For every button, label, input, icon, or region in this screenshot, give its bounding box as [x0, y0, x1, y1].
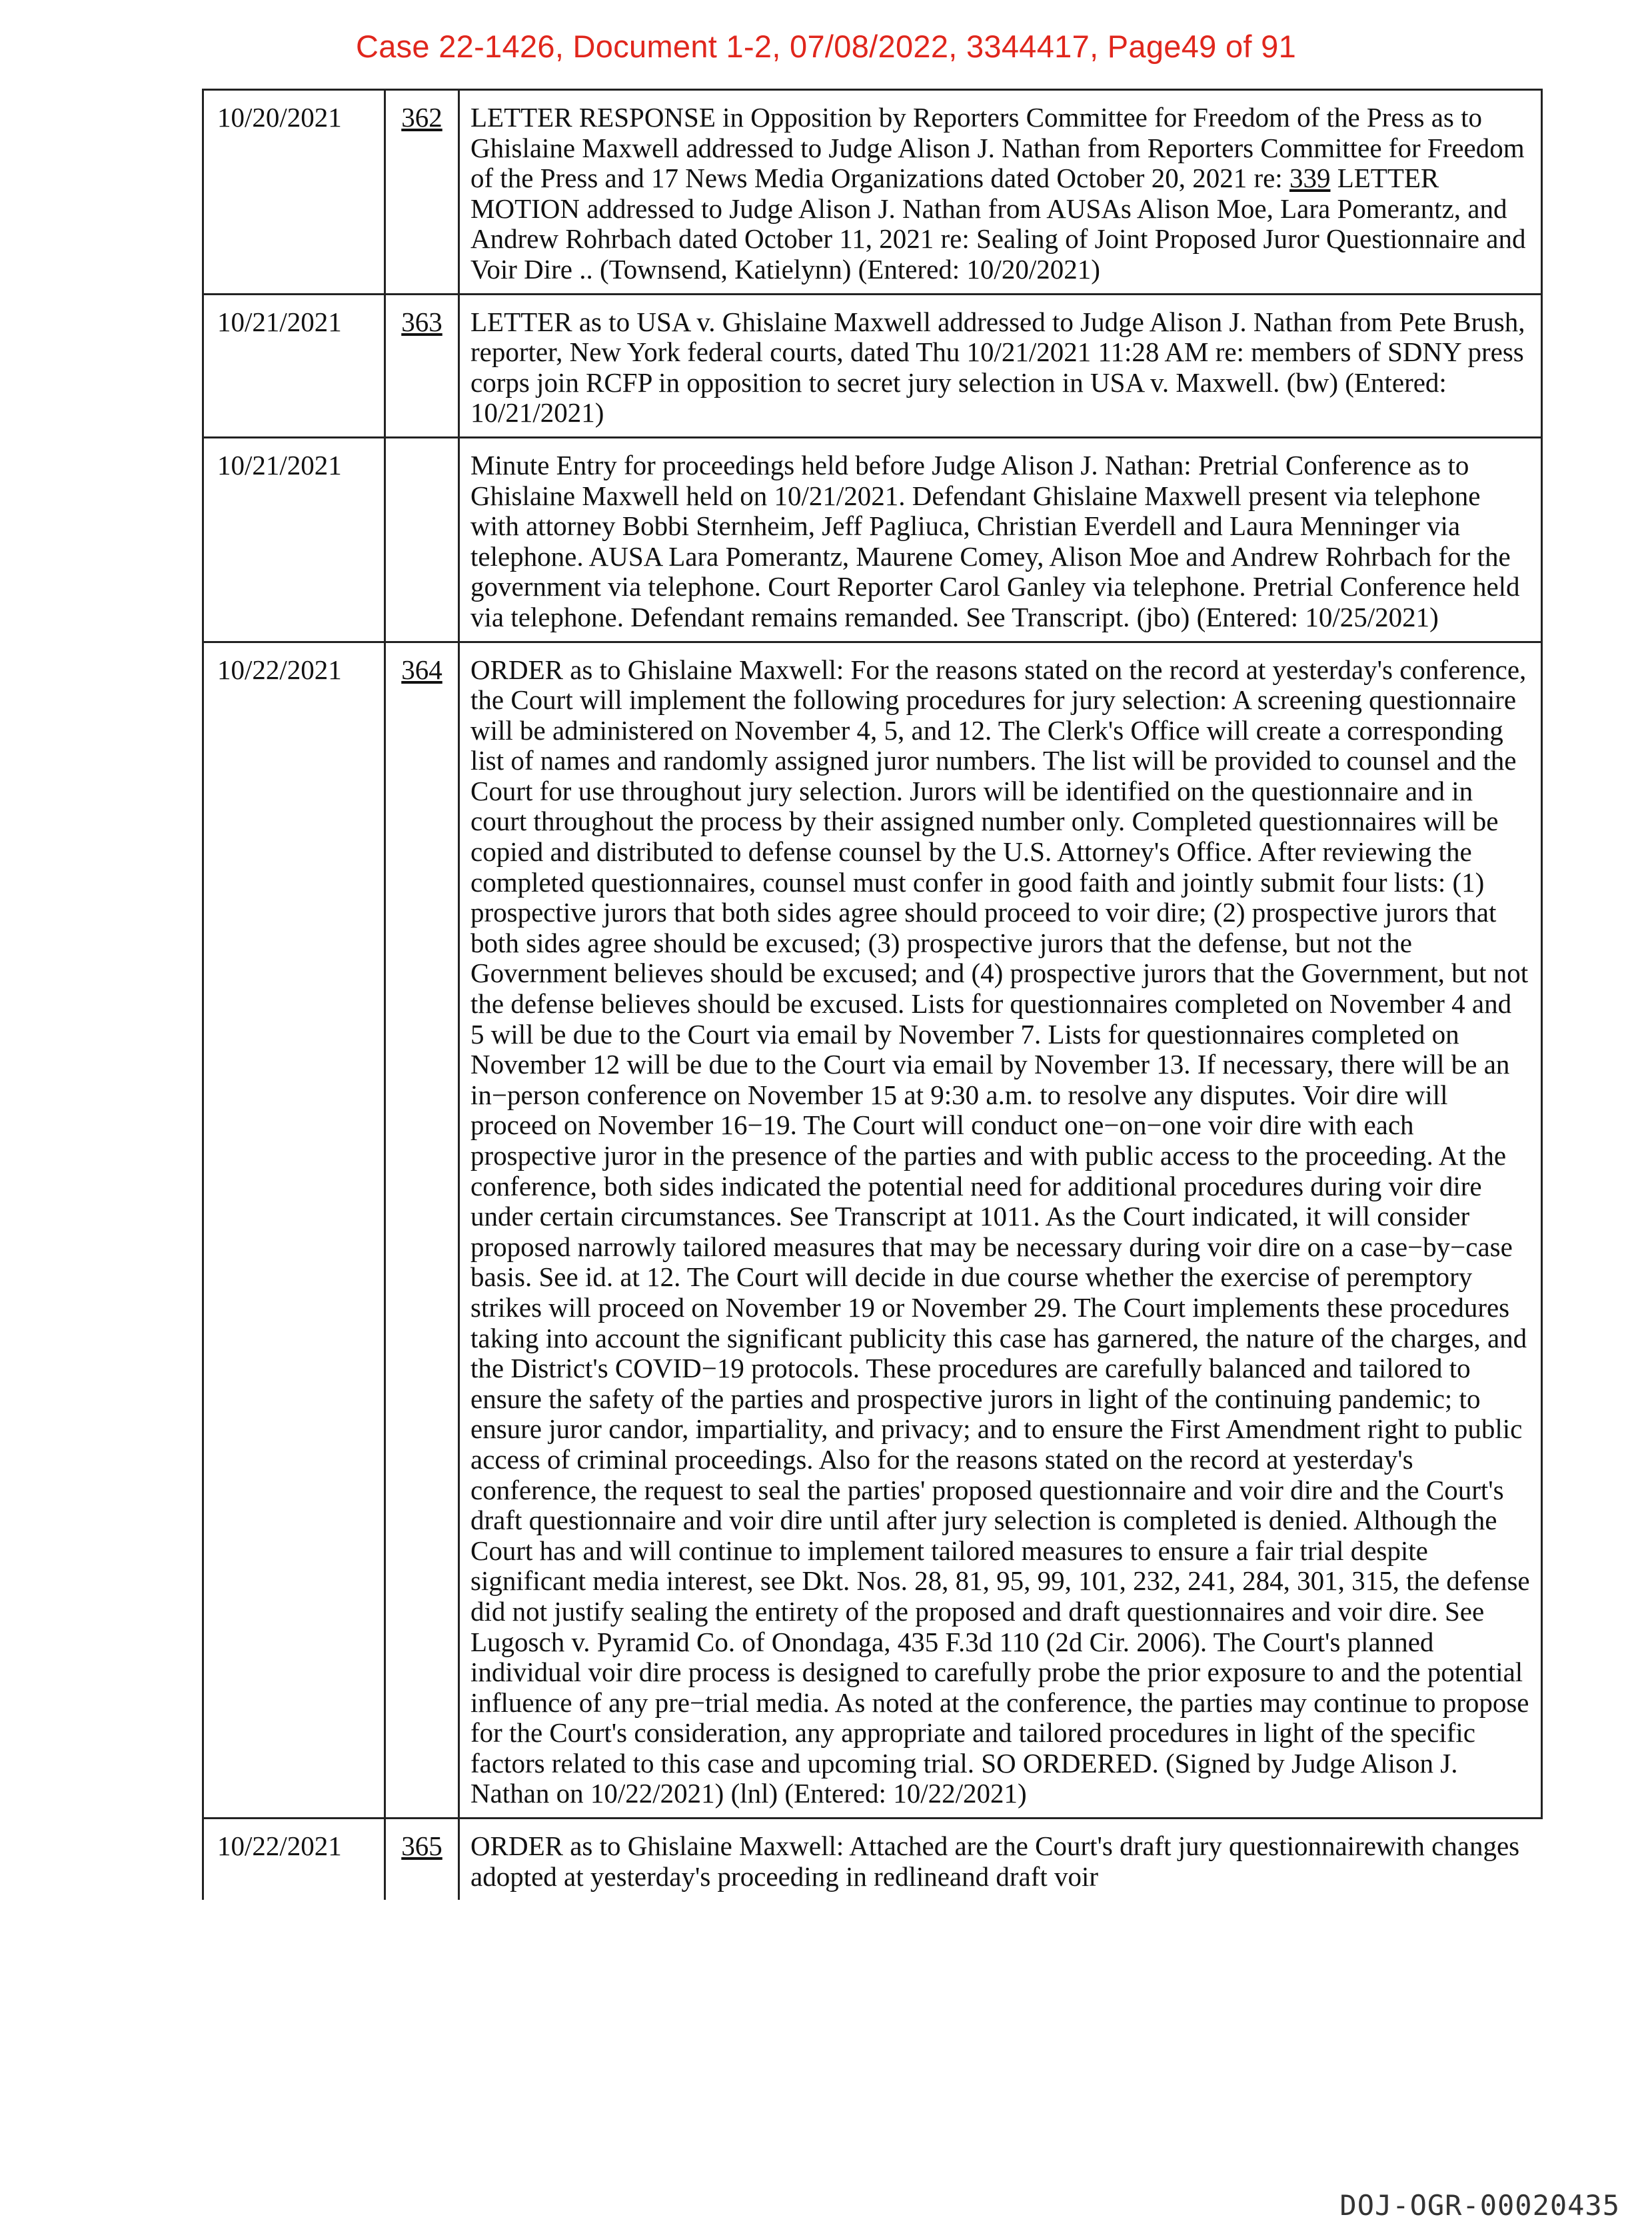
entry-date: 10/22/2021	[203, 642, 385, 1819]
referenced-document-link[interactable]: 339	[1289, 163, 1331, 194]
docket-entry	[203, 1819, 1542, 1900]
entry-date: 10/21/2021	[203, 437, 385, 642]
entry-text	[459, 294, 1542, 437]
bates-number: DOJ-OGR-00020435	[1339, 2189, 1620, 2222]
entry-text-segment: Minute Entry for proceedings held before Judge Alison J. Nathan: Pretrial Conference as to Ghislaine Maxwell held on 10/21/2021. Defendant Ghislaine Maxwell present via telephone with attorney Bobbi Sternheim, Jeff Pagliuca, Christian Everdell and Laura Menninger via telephone. AUSA Lara Pomerantz, Maurene Comey, Alison Moe and Andrew Rohrbach for the government via telephone. Court Reporter Carol Ganley via telephone. Pretrial Conference held via telephone. Defendant remains remanded. See Transcript. (jbo) (Entered: 10/25/2021)	[470, 449, 1520, 632]
docket-table	[202, 89, 1543, 1900]
entry-text	[459, 642, 1542, 1819]
entry-number-cell	[385, 642, 459, 1819]
entry-date: 10/20/2021	[203, 90, 385, 295]
entry-number-link[interactable]: 364	[401, 654, 442, 685]
entry-text	[459, 437, 1542, 642]
entry-number-cell	[385, 1819, 459, 1900]
case-header: Case 22-1426, Document 1-2, 07/08/2022, 3344417, Page49 of 91	[355, 29, 1297, 64]
entry-number-link[interactable]: 362	[401, 102, 442, 133]
entry-text-segment: LETTER MOTION addressed to Judge Alison J. Nathan from AUSAs Alison Moe, Lara Pomerantz, and Andrew Rohrbach dated October 11, 2021 re: Sealing of Joint Proposed Juror Questionnaire and Voir Dire .. (Townsend, Katielynn) (Entered: 10/20/2021)	[470, 163, 1526, 285]
entry-number-cell	[385, 437, 459, 642]
entry-date: 10/22/2021	[203, 1819, 385, 1900]
entry-number-link[interactable]: 363	[401, 306, 442, 337]
entry-number-cell	[385, 90, 459, 295]
entry-text-segment: LETTER as to USA v. Ghislaine Maxwell addressed to Judge Alison J. Nathan from Pete Brush, reporter, New York federal courts, dated Thu 10/21/2021 11:28 AM re: members of SDNY press corps join RCFP in opposition to secret jury selection in USA v. Maxwell. (bw) (Entered: 10/21/2021)	[470, 306, 1525, 428]
entry-text	[459, 90, 1542, 295]
docket-entry	[203, 437, 1542, 642]
page-bottom-cut	[202, 2098, 1548, 2138]
entry-date: 10/21/2021	[203, 294, 385, 437]
docket-entry	[203, 642, 1542, 1819]
entry-text-segment: ORDER as to Ghislaine Maxwell: For the reasons stated on the record at yesterday's conference, the Court will implement the following procedures for jury selection: A screening questionnaire will be administered on November 4, 5, and 12. The Clerk's Office will create a corresponding list of names and randomly assigned juror numbers. The list will be provided to counsel and the Court for use throughout jury selection. Jurors will be identified on the questionnaire and in court throughout the process by their assigned number only. Completed questionnaires will be copied and distributed to defense counsel by the U.S. Attorney's Office. After reviewing the completed questionnaires, counsel must confer in good faith and jointly submit four lists: (1) prospective jurors that both sides agree should proceed to voir dire; (2) prospective jurors that both sides agree should be excused; (3) prospective jurors that the defense, but not the Government believes should be excused; and (4) prospective jurors that the Government, but not the defense believes should be excused. Lists for questionnaires completed on November 4 and 5 will be due to the Court via email by November 7. Lists for questionnaires completed on November 12 will be due to the Court via email by November 13. If necessary, there will be an in−person conference on November 15 at 9:30 a.m. to resolve any disputes. Voir dire will proceed on November 16−19. The Court will conduct one−on−one voir dire with each prospective juror in the presence of the parties and with public access to the proceeding. At the conference, both sides indicated the potential need for additional procedures during voir dire under certain circumstances. See Transcript at 1011. As the Court indicated, it will consider proposed narrowly tailored measures that may be necessary during voir dire on a case−by−case basis. See id. at 12. The Court will decide in due course whether the exercise of peremptory strikes will proceed on November 19 or November 29. The Court implements these procedures taking into account the significant publicity this case has garnered, the nature of the charges, and the District's COVID−19 protocols. These procedures are carefully balanced and tailored to ensure the safety of the parties and prospective jurors in light of the continuing pandemic; to ensure juror candor, impartiality, and privacy; and to ensure the First Amendment right to public access of criminal proceedings. Also for the reasons stated on the record at yesterday's conference, the request to seal the parties' proposed questionnaire and voir dire and the Court's draft questionnaire and voir dire until after jury selection is completed is denied. Although the Court has and will continue to implement tailored measures to ensure a fair trial despite significant media interest, see Dkt. Nos. 28, 81, 95, 99, 101, 232, 241, 284, 301, 315, the defense did not justify sealing the entirety of the proposed and draft questionnaires and voir dire. See Lugosch v. Pyramid Co. of Onondaga, 435 F.3d 110 (2d Cir. 2006). The Court's planned individual voir dire process is designed to carefully probe the prior exposure to and the potential influence of any pre−trial media. As noted at the conference, the parties may continue to propose for the Court's consideration, any appropriate and tailored procedures in light of the specific factors related to this case and upcoming trial. SO ORDERED. (Signed by Judge Alison J. Nathan on 10/22/2021) (lnl) (Entered: 10/22/2021)	[470, 654, 1530, 1809]
docket-entry	[203, 90, 1542, 295]
entry-text-segment: ORDER as to Ghislaine Maxwell: Attached are the Court's draft jury questionnairewith changes adopted at yesterday's proceeding in redlineand draft voir	[470, 1831, 1520, 1892]
entry-text	[459, 1819, 1542, 1900]
entry-text-segment: LETTER RESPONSE in Opposition by Reporters Committee for Freedom of the Press as to Ghislaine Maxwell addressed to Judge Alison J. Nathan from Reporters Committee for Freedom of the Press and 17 News Media Organizations dated October 20, 2021 re:	[470, 102, 1525, 194]
entry-number-link[interactable]: 365	[401, 1831, 442, 1862]
docket-entry	[203, 294, 1542, 437]
entry-number-cell	[385, 294, 459, 437]
